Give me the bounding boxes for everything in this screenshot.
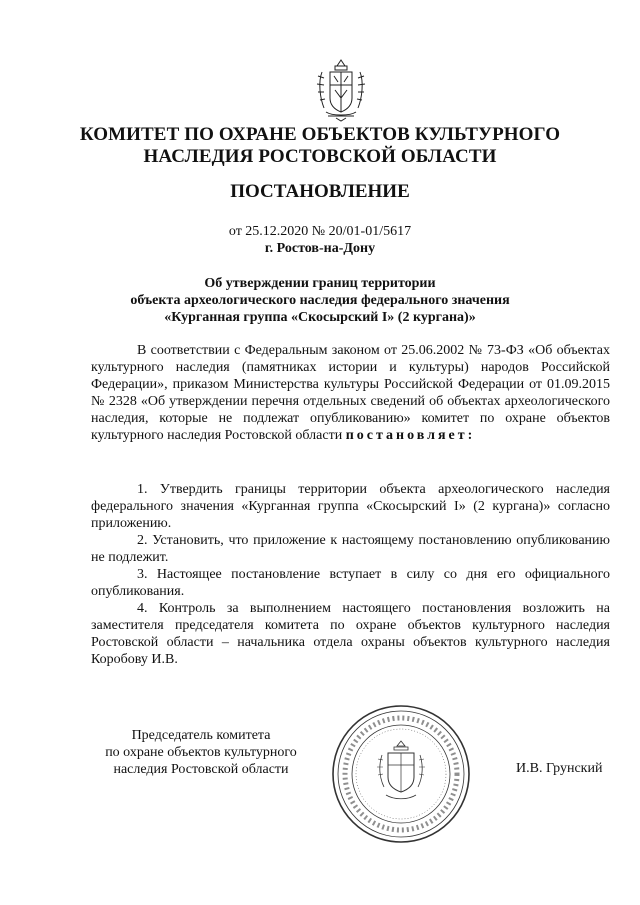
document-subject <box>0 275 640 326</box>
preamble-paragraph <box>91 342 610 444</box>
decree-item: 2. Установить, что приложение к настоящему постановлению опубликованию не подлежит. <box>91 533 610 565</box>
signatory-name: И.В. Грунский <box>516 761 603 776</box>
subject-line-1: Об утверждении границ территории <box>204 276 436 291</box>
official-seal-icon <box>330 703 472 845</box>
decree-items <box>91 481 610 668</box>
city: г. Ростов-на-Дону <box>264 241 376 256</box>
position-line-2: по охране объектов культурного <box>105 745 297 760</box>
position-line-1: Председатель комитета <box>131 728 271 743</box>
subject-line-2: объекта археологического наследия федерального значения <box>130 293 510 308</box>
decree-item: 1. Утвердить границы территории объекта археологического наследия федерального значения «Курганная группа «Скосырский I» (2 кургана)» согласно приложению. <box>91 482 610 531</box>
organization-name <box>0 124 640 168</box>
rostov-coat-of-arms-icon <box>314 58 368 122</box>
org-line-2: НАСЛЕДИЯ РОСТОВСКОЙ ОБЛАСТИ <box>143 146 497 167</box>
decree-item: 4. Контроль за выполнением настоящего постановления возложить на заместителя председателя комитета по охране объектов культурного наследия Ростовской области – начальника отдела охраны объектов культурного наследия Коробову И.В. <box>91 601 610 667</box>
position-line-3: наследия Ростовской области <box>113 762 289 777</box>
date-number: от 25.12.2020 № 20/01-01/5617 <box>228 224 412 239</box>
signatory-position <box>91 727 311 778</box>
org-line-1: КОМИТЕТ ПО ОХРАНЕ ОБЪЕКТОВ КУЛЬТУРНОГО <box>79 124 561 145</box>
decree-item: 3. Настоящее постановление вступает в силу со дня его официального опубликования. <box>91 567 610 599</box>
subject-line-3: «Курганная группа «Скосырский I» (2 кургана)» <box>164 310 476 325</box>
preamble-text: В соответствии с Федеральным законом от 25.06.2002 № 73-ФЗ «Об объектах культурного наследия (памятниках истории и культуры) народов Российской Федерации», приказом Министерства культуры Российской Федерации от 01.09.2015 № 2328 «Об утверждении перечня отдельных сведений об объектах археологического наследия, которые не подлежат опубликованию» комитет по охране объектов культурного наследия Ростовской области <box>91 343 610 443</box>
document-type: ПОСТАНОВЛЕНИЕ <box>230 181 410 202</box>
decree-word: постановляет: <box>345 428 476 443</box>
